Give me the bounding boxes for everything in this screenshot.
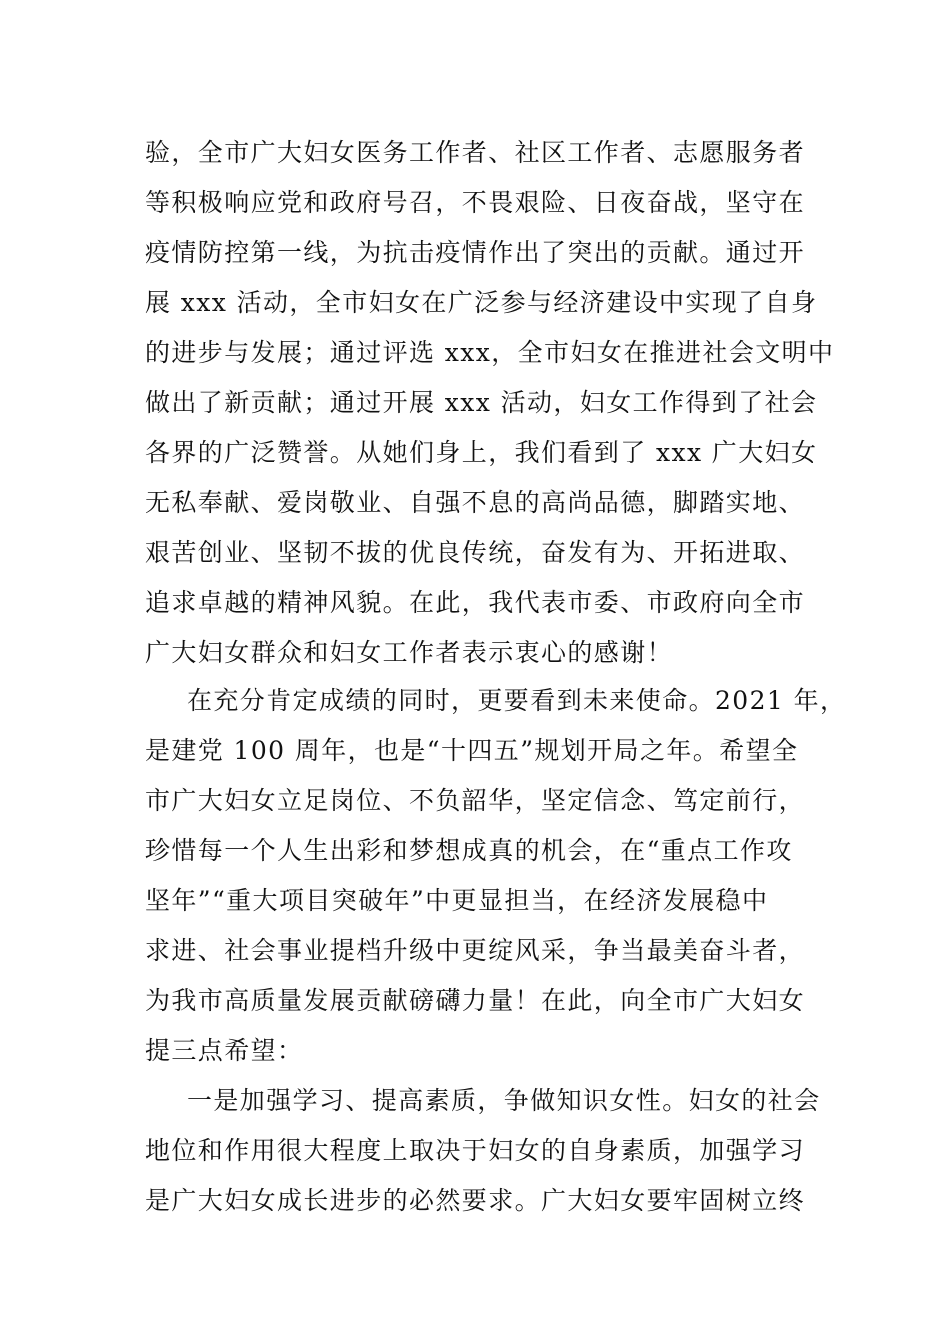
text-line: 珍惜每一个人生出彩和梦想成真的机会，在“重点工作攻 [145, 836, 793, 865]
text-line: 是广大妇女成长进步的必然要求。广大妇女要牢固树立终 [145, 1186, 806, 1215]
text-line: 无私奉献、爱岗敬业、自强不息的高尚品德，脚踏实地、 [145, 488, 806, 517]
paragraph-first-line: 一是加强学习、提高素质，争做知识女性。妇女的社会 [187, 1086, 821, 1115]
text-line: 展 xxx 活动，全市妇女在广泛参与经济建设中实现了自身 [145, 288, 818, 317]
text-line: 广大妇女群众和妇女工作者表示衷心的感谢！ [145, 638, 674, 667]
text-line: 等积极响应党和政府号召，不畏艰险、日夜奋战，坚守在 [145, 188, 806, 217]
text-line: 艰苦创业、坚韧不拔的优良传统，奋发有为、开拓进取、 [145, 538, 806, 567]
text-line: 做出了新贡献；通过开展 xxx 活动，妇女工作得到了社会 [145, 388, 818, 417]
text-line: 的进步与发展；通过评选 xxx，全市妇女在推进社会文明中 [145, 338, 835, 367]
text-line: 验，全市广大妇女医务工作者、社区工作者、志愿服务者 [145, 138, 806, 167]
text-line: 坚年”“重大项目突破年”中更显担当，在经济发展稳中 [145, 886, 769, 915]
text-line: 为我市高质量发展贡献磅礴力量！在此，向全市广大妇女 [145, 986, 806, 1015]
text-line: 各界的广泛赞誉。从她们身上，我们看到了 xxx 广大妇女 [145, 438, 818, 467]
text-line: 疫情防控第一线，为抗击疫情作出了突出的贡献。通过开 [145, 238, 806, 267]
text-line: 是建党 100 周年，也是“十四五”规划开局之年。希望全 [145, 736, 799, 765]
paragraph-first-line: 在充分肯定成绩的同时，更要看到未来使命。2021 年， [187, 686, 847, 715]
text-line: 地位和作用很大程度上取决于妇女的自身素质，加强学习 [145, 1136, 806, 1165]
text-line: 求进、社会事业提档升级中更绽风采，争当最美奋斗者， [145, 936, 806, 965]
text-line: 市广大妇女立足岗位、不负韶华，坚定信念、笃定前行， [145, 786, 806, 815]
text-line: 提三点希望： [145, 1036, 304, 1065]
text-line: 追求卓越的精神风貌。在此，我代表市委、市政府向全市 [145, 588, 806, 617]
